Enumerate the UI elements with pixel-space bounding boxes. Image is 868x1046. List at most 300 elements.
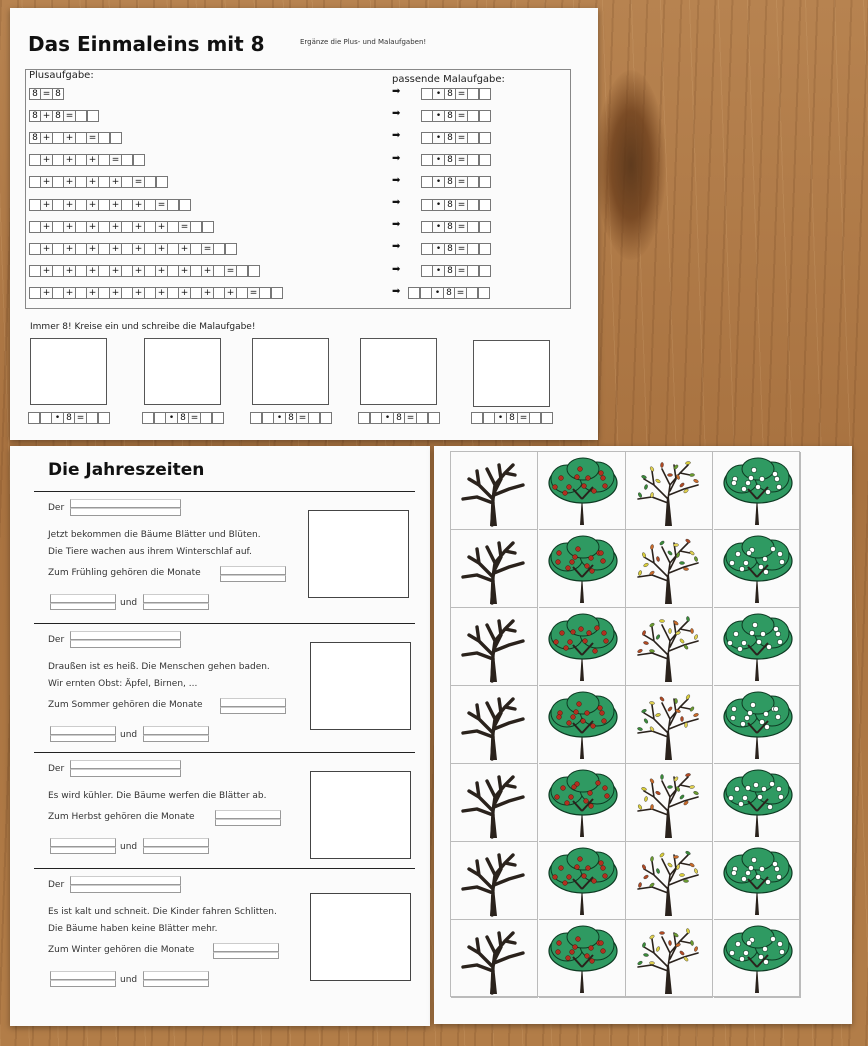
answer-box[interactable] <box>98 132 110 144</box>
answer-box[interactable] <box>75 221 87 233</box>
digit-box: 8 <box>29 88 41 100</box>
dot-sign: • <box>433 132 444 144</box>
plus-sign: + <box>42 221 51 232</box>
digit-box: 8 <box>285 412 297 424</box>
answer-box[interactable] <box>179 199 191 211</box>
autumn-tree-icon <box>632 923 708 995</box>
tree-card[interactable] <box>626 686 713 764</box>
answer-box[interactable] <box>121 199 133 211</box>
month-field[interactable] <box>220 698 286 707</box>
answer-box[interactable] <box>479 221 491 233</box>
blossom-tree-icon <box>720 845 796 917</box>
answer-box[interactable] <box>154 412 166 424</box>
month-field-line <box>215 819 281 826</box>
answer-box[interactable] <box>421 154 433 166</box>
season-description: Draußen ist es heiß. Die Menschen gehen baden. <box>48 662 270 672</box>
fruit-tree-icon <box>545 923 621 995</box>
plus-sign: + <box>88 288 97 299</box>
answer-box[interactable] <box>479 154 491 166</box>
tree-card[interactable] <box>451 764 538 842</box>
answer-box[interactable] <box>190 287 202 299</box>
arrow-icon: ➡ <box>392 108 401 120</box>
tree-grid <box>450 451 800 997</box>
answer-box[interactable] <box>529 412 541 424</box>
answer-box[interactable] <box>467 199 479 211</box>
answer-box[interactable] <box>200 412 212 424</box>
answer-box[interactable] <box>428 412 440 424</box>
month-field-line <box>213 952 279 959</box>
tree-card[interactable] <box>626 530 713 608</box>
plus-sign: + <box>180 266 189 277</box>
answer-box[interactable] <box>52 287 64 299</box>
answer-box[interactable] <box>52 265 64 277</box>
answer-box[interactable] <box>167 265 179 277</box>
answer-box[interactable] <box>478 287 490 299</box>
answer-box[interactable] <box>225 243 237 255</box>
plus-sign: + <box>111 266 120 277</box>
plus-row <box>29 154 145 167</box>
answer-box[interactable] <box>121 154 133 166</box>
answer-box[interactable] <box>320 412 332 424</box>
blossom-tree-icon <box>720 923 796 995</box>
und-label: und <box>120 598 138 608</box>
plus-sign: + <box>157 221 166 232</box>
answer-box[interactable] <box>248 265 260 277</box>
plus-sign: + <box>65 288 74 299</box>
tree-card[interactable] <box>626 452 713 530</box>
answer-box[interactable] <box>308 412 320 424</box>
month-field[interactable] <box>143 726 209 735</box>
answer-box[interactable] <box>121 176 133 188</box>
plus-sign: + <box>88 266 97 277</box>
answer-box[interactable] <box>167 199 179 211</box>
answer-box[interactable] <box>144 287 156 299</box>
tree-card[interactable] <box>626 764 713 842</box>
answer-box[interactable] <box>479 199 491 211</box>
plus-sign: + <box>157 243 166 254</box>
month-field-line <box>220 575 286 582</box>
answer-box[interactable] <box>212 412 224 424</box>
answer-box[interactable] <box>416 412 428 424</box>
plus-sign: + <box>42 199 51 210</box>
answer-box[interactable] <box>29 176 41 188</box>
month-field[interactable] <box>143 594 209 603</box>
answer-box[interactable] <box>483 412 495 424</box>
month-field-line <box>220 707 286 714</box>
answer-box[interactable] <box>421 221 433 233</box>
digit-box: 8 <box>444 110 456 122</box>
tree-card[interactable] <box>714 530 801 608</box>
answer-box[interactable] <box>121 287 133 299</box>
answer-box[interactable] <box>121 221 133 233</box>
und-label: und <box>120 975 138 985</box>
answer-box[interactable] <box>421 132 433 144</box>
answer-box[interactable] <box>142 412 154 424</box>
digit-box: 8 <box>444 176 456 188</box>
plus-label: Plusaufgabe: <box>29 70 94 81</box>
tree-card[interactable] <box>539 608 626 686</box>
answer-box[interactable] <box>98 199 110 211</box>
circle-square[interactable] <box>252 338 329 405</box>
season-name-field-line <box>70 640 181 648</box>
dot-sign: • <box>166 412 177 424</box>
bare-tree-icon <box>457 533 533 605</box>
tree-card[interactable] <box>451 608 538 686</box>
answer-box[interactable] <box>420 287 432 299</box>
autumn-tree-icon <box>632 533 708 605</box>
answer-box[interactable] <box>29 221 41 233</box>
answer-box[interactable] <box>541 412 553 424</box>
answer-box[interactable] <box>75 287 87 299</box>
tree-card[interactable] <box>714 608 801 686</box>
arrow-icon: ➡ <box>392 197 401 208</box>
plus-sign: + <box>88 243 97 254</box>
plus-sign: + <box>180 243 189 254</box>
bare-tree-icon <box>457 767 533 839</box>
month-field-line <box>50 603 116 610</box>
circle-square[interactable] <box>360 338 437 405</box>
digit-box: 8 <box>444 265 456 277</box>
answer-box[interactable] <box>98 176 110 188</box>
answer-box[interactable] <box>167 243 179 255</box>
month-field[interactable] <box>143 971 209 980</box>
digit-box: 8 <box>444 88 456 100</box>
answer-box[interactable] <box>262 412 274 424</box>
answer-box[interactable] <box>52 132 64 144</box>
answer-box[interactable] <box>156 176 168 188</box>
answer-box[interactable] <box>466 287 478 299</box>
tree-card[interactable] <box>539 842 626 920</box>
month-field[interactable] <box>143 838 209 847</box>
picture-box[interactable] <box>310 771 411 859</box>
answer-box[interactable] <box>421 265 433 277</box>
answer-box[interactable] <box>479 243 491 255</box>
month-field[interactable] <box>215 810 281 819</box>
plus-sign: + <box>42 132 51 143</box>
plus-sign: + <box>42 177 51 188</box>
answer-box[interactable] <box>213 243 225 255</box>
answer-box[interactable] <box>190 243 202 255</box>
tree-card[interactable] <box>451 686 538 764</box>
answer-box[interactable] <box>121 265 133 277</box>
answer-box[interactable] <box>75 176 87 188</box>
seasons-worksheet <box>10 446 430 1026</box>
tree-card[interactable] <box>451 920 538 998</box>
equals-sign: = <box>406 412 415 423</box>
picture-box[interactable] <box>310 893 411 981</box>
season-description: Die Bäume haben keine Blätter mehr. <box>48 924 218 934</box>
answer-box[interactable] <box>98 287 110 299</box>
tree-card[interactable] <box>539 686 626 764</box>
blossom-tree-icon <box>720 611 796 683</box>
season-name-field[interactable] <box>70 499 181 508</box>
answer-box[interactable] <box>144 199 156 211</box>
tree-card[interactable] <box>451 842 538 920</box>
answer-box[interactable] <box>133 154 145 166</box>
circle-square[interactable] <box>144 338 221 405</box>
autumn-tree-icon <box>632 455 708 527</box>
answer-box[interactable] <box>408 287 420 299</box>
picture-box[interactable] <box>308 510 409 598</box>
answer-box[interactable] <box>75 243 87 255</box>
month-field[interactable] <box>213 943 279 952</box>
arrow-icon: ➡ <box>392 219 401 231</box>
answer-box[interactable] <box>479 110 491 122</box>
answer-box[interactable] <box>98 154 110 166</box>
multiplication-row <box>421 131 491 144</box>
answer-box[interactable] <box>259 287 271 299</box>
plus-sign: + <box>111 221 120 232</box>
blossom-tree-icon <box>720 767 796 839</box>
blossom-tree-icon <box>720 689 796 761</box>
answer-box[interactable] <box>421 176 433 188</box>
answer-box[interactable] <box>144 243 156 255</box>
section-divider <box>34 491 415 492</box>
answer-box[interactable] <box>213 265 225 277</box>
answer-box[interactable] <box>421 243 433 255</box>
answer-box[interactable] <box>479 176 491 188</box>
multiplication-row <box>421 109 491 122</box>
tree-card[interactable] <box>451 452 538 530</box>
answer-box[interactable] <box>86 412 98 424</box>
answer-box[interactable] <box>29 199 41 211</box>
und-label: und <box>120 842 138 852</box>
dot-sign: • <box>432 287 443 299</box>
season-name-field-line <box>70 885 181 893</box>
answer-box[interactable] <box>144 221 156 233</box>
equals-sign: = <box>457 199 466 210</box>
plus-row <box>29 265 260 278</box>
answer-box[interactable] <box>87 110 99 122</box>
circle-square[interactable] <box>30 338 107 405</box>
answer-box[interactable] <box>467 243 479 255</box>
answer-box[interactable] <box>479 132 491 144</box>
plus-sign: + <box>65 132 74 143</box>
tree-card[interactable] <box>539 452 626 530</box>
season-description: Wir ernten Obst: Äpfel, Birnen, ... <box>48 679 198 689</box>
fruit-tree-icon <box>545 689 621 761</box>
answer-box[interactable] <box>167 221 179 233</box>
answer-box[interactable] <box>213 287 225 299</box>
answer-box[interactable] <box>110 132 122 144</box>
autumn-tree-icon <box>632 767 708 839</box>
month-field[interactable] <box>50 838 116 847</box>
answer-box[interactable] <box>421 88 433 100</box>
answer-box[interactable] <box>467 265 479 277</box>
dot-sign: • <box>433 154 444 166</box>
circle-instruction: Immer 8! Kreise ein und schreibe die Malaufgabe! <box>30 322 256 332</box>
season-description: Es ist kalt und schneit. Die Kinder fahren Schlitten. <box>48 907 277 917</box>
month-field[interactable] <box>50 726 116 735</box>
answer-box[interactable] <box>98 412 110 424</box>
answer-box[interactable] <box>467 221 479 233</box>
answer-box[interactable] <box>467 88 479 100</box>
plus-sign: + <box>111 199 120 210</box>
answer-box[interactable] <box>29 154 41 166</box>
answer-box[interactable] <box>52 199 64 211</box>
answer-box[interactable] <box>29 265 41 277</box>
digit-box: 8 <box>444 243 456 255</box>
answer-box[interactable] <box>467 132 479 144</box>
digit-box: 8 <box>393 412 405 424</box>
seasons-title: Die Jahreszeiten <box>48 460 205 480</box>
plus-sign: + <box>88 155 97 166</box>
circle-square[interactable] <box>473 340 550 407</box>
dot-sign: • <box>274 412 285 424</box>
month-field[interactable] <box>220 566 286 575</box>
dot-sign: • <box>433 88 444 100</box>
tree-card[interactable] <box>539 530 626 608</box>
multiplication-row <box>421 265 491 278</box>
tree-card[interactable] <box>539 764 626 842</box>
multiplication-row <box>421 176 491 189</box>
plus-sign: + <box>134 288 143 299</box>
answer-box[interactable] <box>479 265 491 277</box>
plus-sign: + <box>157 288 166 299</box>
plus-sign: + <box>65 221 74 232</box>
blossom-tree-icon <box>720 455 796 527</box>
answer-box[interactable] <box>471 412 483 424</box>
equals-sign: = <box>457 243 466 254</box>
season-name-field[interactable] <box>70 760 181 769</box>
answer-box[interactable] <box>358 412 370 424</box>
answer-box[interactable] <box>29 287 41 299</box>
plus-sign: + <box>65 199 74 210</box>
answer-box[interactable] <box>190 221 202 233</box>
equals-sign: = <box>457 266 466 277</box>
answer-box[interactable] <box>167 287 179 299</box>
autumn-tree-icon <box>632 845 708 917</box>
season-description: Die Tiere wachen aus ihrem Winterschlaf auf. <box>48 547 252 557</box>
equals-sign: = <box>456 288 465 299</box>
plus-sign: + <box>134 243 143 254</box>
autumn-tree-icon <box>632 689 708 761</box>
answer-box[interactable]: 8 <box>29 110 41 122</box>
answer-box[interactable] <box>52 221 64 233</box>
multiplication-row <box>471 411 553 424</box>
digit-box: 8 <box>506 412 518 424</box>
answer-box[interactable] <box>75 132 87 144</box>
answer-box[interactable] <box>144 176 156 188</box>
tree-card[interactable] <box>714 920 801 998</box>
dot-sign: • <box>433 265 444 277</box>
tree-card[interactable] <box>714 686 801 764</box>
tree-card[interactable] <box>539 920 626 998</box>
tree-card[interactable] <box>714 452 801 530</box>
multiplication-row <box>408 287 490 300</box>
answer-box[interactable] <box>52 243 64 255</box>
answer-box[interactable] <box>467 110 479 122</box>
equals-sign: = <box>519 412 528 423</box>
answer-box[interactable]: 8 <box>29 132 41 144</box>
answer-box[interactable] <box>98 221 110 233</box>
plus-sign: + <box>42 243 51 254</box>
arrow-icon: ➡ <box>392 130 401 142</box>
answer-box[interactable] <box>52 154 64 166</box>
equals-sign: = <box>249 288 258 299</box>
tree-card[interactable] <box>714 764 801 842</box>
answer-box[interactable] <box>467 154 479 166</box>
answer-box[interactable]: 8 <box>52 110 64 122</box>
month-field[interactable] <box>50 971 116 980</box>
answer-box[interactable] <box>370 412 382 424</box>
equals-sign: = <box>457 88 466 99</box>
tree-card[interactable] <box>626 842 713 920</box>
season-name-field[interactable] <box>70 876 181 885</box>
answer-box[interactable] <box>75 199 87 211</box>
bare-tree-icon <box>457 923 533 995</box>
answer-box[interactable] <box>202 221 214 233</box>
dot-sign: • <box>433 243 444 255</box>
plus-sign: + <box>42 266 51 277</box>
multiplication-row <box>421 220 491 233</box>
answer-box[interactable] <box>98 265 110 277</box>
multiplication-worksheet <box>10 8 598 440</box>
tree-card[interactable] <box>714 842 801 920</box>
picture-box[interactable] <box>310 642 411 730</box>
section-divider <box>34 868 415 869</box>
plus-sign: + <box>134 266 143 277</box>
answer-box[interactable] <box>40 412 52 424</box>
plus-sign: + <box>111 177 120 188</box>
fruit-tree-icon <box>545 533 621 605</box>
fruit-tree-icon <box>545 845 621 917</box>
month-field[interactable] <box>50 594 116 603</box>
arrow-icon: ➡ <box>392 263 401 275</box>
plus-sign: + <box>65 177 74 188</box>
fruit-tree-icon <box>545 455 621 527</box>
answer-box[interactable] <box>121 243 133 255</box>
answer-box[interactable] <box>28 412 40 424</box>
answer-box[interactable] <box>75 265 87 277</box>
answer-box[interactable] <box>190 265 202 277</box>
answer-box[interactable] <box>271 287 283 299</box>
plus-row <box>29 242 237 255</box>
plus-sign: + <box>42 110 51 121</box>
answer-box[interactable] <box>52 176 64 188</box>
answer-box[interactable] <box>479 88 491 100</box>
answer-box[interactable] <box>75 110 87 122</box>
multiplication-row <box>142 411 224 424</box>
tree-card[interactable] <box>626 608 713 686</box>
plus-sign: + <box>180 288 189 299</box>
season-name-field-line <box>70 769 181 777</box>
plus-sign: + <box>134 221 143 232</box>
equals-sign: = <box>457 110 466 121</box>
plus-row <box>29 87 64 100</box>
answer-box[interactable] <box>236 265 248 277</box>
answer-box[interactable] <box>467 176 479 188</box>
month-field-line <box>50 735 116 742</box>
tree-card[interactable] <box>451 530 538 608</box>
season-name-field[interactable] <box>70 631 181 640</box>
answer-box[interactable] <box>236 287 248 299</box>
months-prompt: Zum Sommer gehören die Monate <box>48 700 203 710</box>
answer-box[interactable] <box>144 265 156 277</box>
plus-sign: + <box>65 155 74 166</box>
answer-box[interactable] <box>421 199 433 211</box>
answer-box[interactable] <box>29 243 41 255</box>
answer-box[interactable] <box>75 154 87 166</box>
answer-box[interactable] <box>421 110 433 122</box>
tree-card[interactable] <box>626 920 713 998</box>
answer-box[interactable] <box>98 243 110 255</box>
answer-box[interactable] <box>250 412 262 424</box>
wood-knot <box>596 70 666 260</box>
plus-sign: + <box>65 266 74 277</box>
plus-row <box>29 176 168 189</box>
bare-tree-icon <box>457 845 533 917</box>
